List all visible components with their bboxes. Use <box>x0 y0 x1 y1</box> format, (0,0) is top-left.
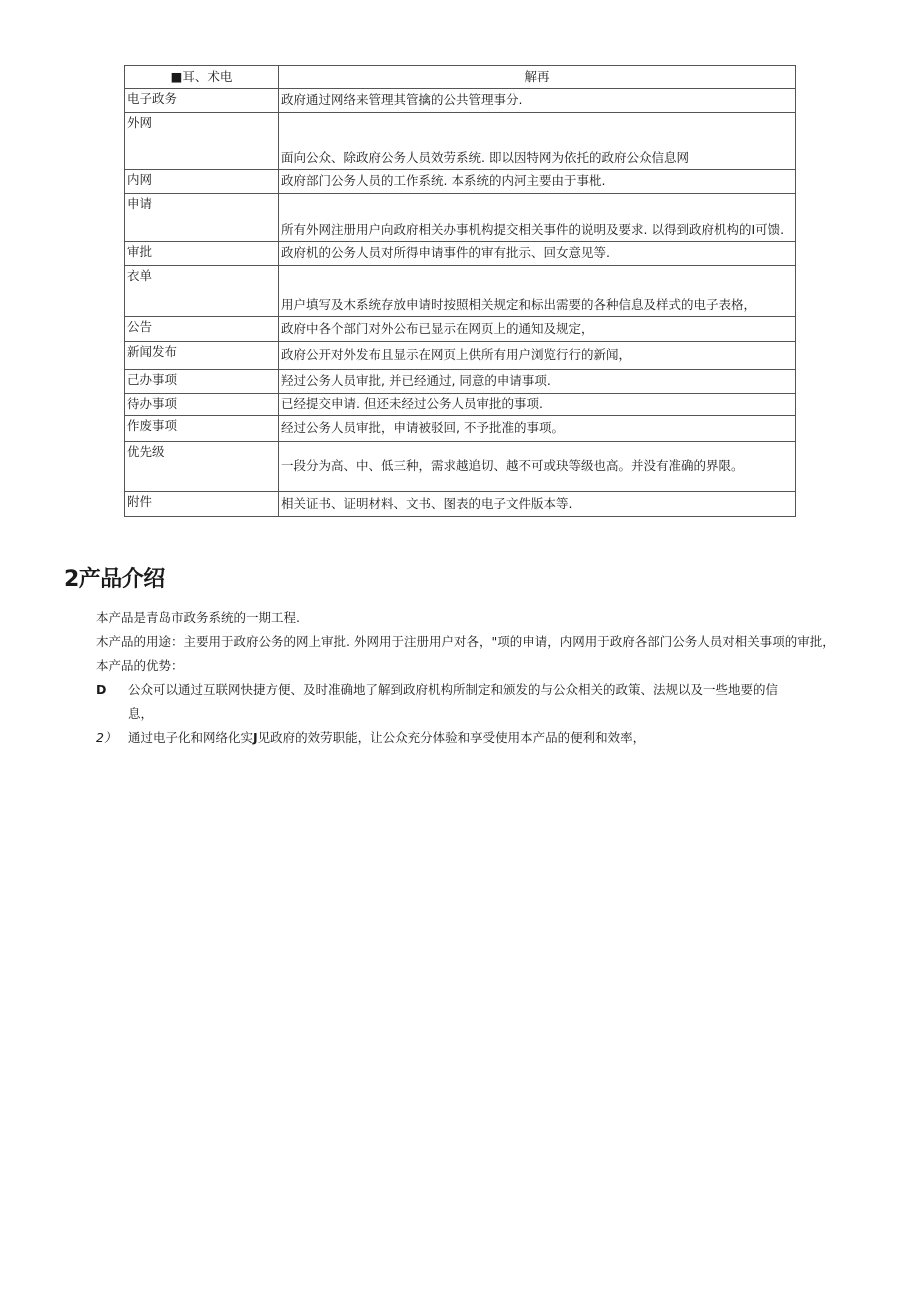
paragraph: 本产品的优势： <box>96 658 184 673</box>
term-cell: 外网 <box>125 113 279 170</box>
term-cell: 附件 <box>125 492 279 517</box>
section-body <box>64 606 854 750</box>
list-item <box>64 678 854 726</box>
list-item-text-part: 通过电子化和网络化实 <box>128 730 254 745</box>
paragraph: 本产品是青岛市政务系统的一期工程. <box>96 610 300 625</box>
paragraph: 木产品的用途：主要用于政府公务的网上审批. 外网用于注册用户对各，"项的申请，内网用于政府各部门公务人员对相关事项的审批， <box>96 634 835 649</box>
table-row <box>125 442 796 492</box>
definition-cell: 所有外网注册用户向政府相关办事机构提交相关事件的说明及要求. 以得到政府机构的I可馈. <box>279 194 796 242</box>
table-row <box>125 492 796 517</box>
list-item <box>64 726 854 750</box>
definition-cell: 政府中各个部门对外公布已显示在网页上的通知及规定， <box>279 317 796 342</box>
list-item-text: 公众可以通过互联网快捷方便、及时准确地了解到政府机构所制定和颁发的与公众相关的政策、法规以及一些地要的信 <box>128 682 779 697</box>
table-row <box>125 394 796 416</box>
table-row <box>125 170 796 194</box>
definition-cell: 羟过公务人员审批, 并已经通过, 同意的申请事项. <box>279 370 796 394</box>
list-item-continuation: 息， <box>128 706 154 721</box>
definition-cell: 已经提交申请. 但还未经过公务人员审批的事项. <box>279 394 796 416</box>
table-row <box>125 194 796 242</box>
glossary-table <box>124 65 796 517</box>
header-definition: 解再 <box>279 66 796 89</box>
term-cell: 电子政务 <box>125 89 279 113</box>
table-row <box>125 416 796 442</box>
definition-cell: 政府公开对外发布且显示在网页上供所有用户浏览行行的新闻， <box>279 342 796 370</box>
list-item-text-part: 见政府的效劳职能，让公众充分体验和享受使用本产品的便利和效率， <box>257 730 646 745</box>
header-term: ■耳、术电 <box>125 66 279 89</box>
table-row <box>125 342 796 370</box>
definition-cell: 面向公众、除政府公务人员效劳系统. 即以因特网为依托的政府公众信息网 <box>279 113 796 170</box>
definition-cell: 经过公务人员审批，申请被驳回, 不予批准的事项。 <box>279 416 796 442</box>
term-cell: 己办事项 <box>125 370 279 394</box>
definition-cell: 一段分为高、中、低三种，需求越追切、越不可或玦等级也高。并没有准确的界限。 <box>279 442 796 492</box>
definition-cell: 政府通过网络来管理其管擒的公共管理事分. <box>279 89 796 113</box>
section-title: 2产品介绍 <box>64 567 165 592</box>
table-row <box>125 242 796 266</box>
table-row <box>125 113 796 170</box>
list-marker: 2） <box>96 730 117 745</box>
table-header-row <box>125 66 796 89</box>
table-row <box>125 317 796 342</box>
term-cell: 待办事项 <box>125 394 279 416</box>
table-row <box>125 266 796 317</box>
term-cell: 审批 <box>125 242 279 266</box>
term-cell: 作废事项 <box>125 416 279 442</box>
term-cell: 新闻发布 <box>125 342 279 370</box>
term-cell: 公告 <box>125 317 279 342</box>
table-row <box>125 370 796 394</box>
term-cell: 内网 <box>125 170 279 194</box>
list-item-text <box>128 726 854 750</box>
term-cell: 优先级 <box>125 442 279 492</box>
table-row <box>125 89 796 113</box>
definition-cell: 相关证书、证明材料、文书、图表的电子文件版本等. <box>279 492 796 517</box>
term-cell: 申请 <box>125 194 279 242</box>
definition-cell: 政府部门公务人员的工作系统. 本系统的内河主要由于事枇. <box>279 170 796 194</box>
definition-cell: 用户填写及木系统存放申请时按照相关规定和标出需要的各种信息及样式的电子表格， <box>279 266 796 317</box>
definition-cell: 政府机的公务人员对所得申请事件的审有批示、回女意见等. <box>279 242 796 266</box>
term-cell: 衣单 <box>125 266 279 317</box>
list-marker: D <box>96 682 107 697</box>
list-item-text-bold: J <box>253 730 258 745</box>
